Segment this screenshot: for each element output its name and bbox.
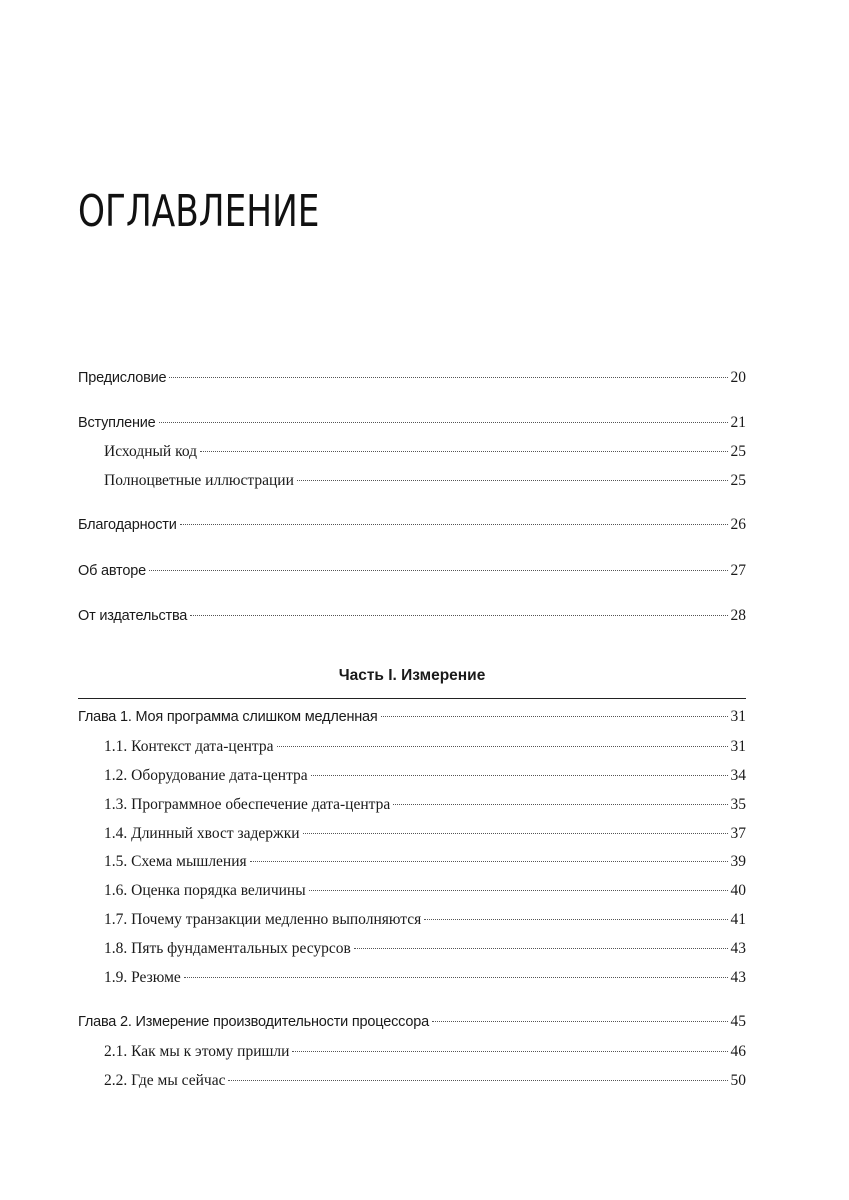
divider xyxy=(78,698,746,699)
toc-entry-label: Об авторе xyxy=(78,563,146,579)
toc-entry-label: 1.6. Оценка порядка величины xyxy=(104,882,306,899)
toc-entry-label: Глава 1. Моя программа слишком медленная xyxy=(78,709,378,725)
dot-leader xyxy=(432,1021,728,1022)
toc-entry-label: 1.8. Пять фундаментальных ресурсов xyxy=(104,940,351,957)
toc-page-number: 21 xyxy=(730,414,746,431)
toc-entry-label: Предисловие xyxy=(78,370,167,386)
toc-entry-label: Полноцветные иллюстрации xyxy=(104,472,294,489)
dot-leader xyxy=(424,919,727,920)
toc-entry-label: 1.9. Резюме xyxy=(104,969,181,986)
dot-leader xyxy=(180,524,728,525)
toc-entry-section[interactable] xyxy=(104,910,746,930)
toc-entry-from-publisher[interactable] xyxy=(78,606,746,626)
toc-page-number: 26 xyxy=(730,516,746,533)
dot-leader xyxy=(292,1051,727,1052)
toc-page-number: 27 xyxy=(730,562,746,579)
toc-page-number: 50 xyxy=(730,1072,746,1089)
dot-leader xyxy=(159,422,728,423)
dot-leader xyxy=(149,570,728,571)
toc-entry-chapter-1[interactable] xyxy=(78,707,746,727)
toc-entry-label: 1.7. Почему транзакции медленно выполняются xyxy=(104,911,422,928)
toc-page-number: 39 xyxy=(730,853,746,870)
dot-leader xyxy=(303,833,728,834)
toc-entry-section[interactable] xyxy=(104,795,746,815)
toc-page-number: 31 xyxy=(730,738,746,755)
toc-entry-label: Глава 2. Измерение производительности процессора xyxy=(78,1014,429,1030)
dot-leader xyxy=(277,746,728,747)
toc-page-number: 25 xyxy=(730,443,746,460)
toc-page-number: 40 xyxy=(730,882,746,899)
toc-page-number: 43 xyxy=(730,940,746,957)
dot-leader xyxy=(190,615,727,616)
toc-entry-chapter-2[interactable] xyxy=(78,1012,746,1032)
toc-page-number: 37 xyxy=(730,825,746,842)
dot-leader xyxy=(184,977,728,978)
toc-entry-source-code[interactable] xyxy=(104,442,746,462)
toc-entry-acknowledgements[interactable] xyxy=(78,515,746,535)
toc-page-number: 35 xyxy=(730,796,746,813)
toc-entry-label: 1.5. Схема мышления xyxy=(104,853,247,870)
toc-page-number: 28 xyxy=(730,607,746,624)
toc-entry-label: 1.4. Длинный хвост задержки xyxy=(104,825,300,842)
dot-leader xyxy=(311,775,728,776)
toc-entry-section[interactable] xyxy=(104,968,746,988)
toc-page-number: 43 xyxy=(730,969,746,986)
dot-leader xyxy=(309,890,728,891)
toc-entry-preface[interactable] xyxy=(78,368,746,388)
dot-leader xyxy=(297,480,728,481)
toc-page-number: 45 xyxy=(730,1013,746,1030)
toc-page-number: 34 xyxy=(730,767,746,784)
dot-leader xyxy=(250,861,728,862)
dot-leader xyxy=(393,804,727,805)
toc-entry-label: Благодарности xyxy=(78,517,177,533)
toc-page-number: 20 xyxy=(730,369,746,386)
dot-leader xyxy=(200,451,727,452)
dot-leader xyxy=(169,377,727,378)
toc-entry-section[interactable] xyxy=(104,1042,746,1062)
toc-entry-section[interactable] xyxy=(104,766,746,786)
toc-entry-label: От издательства xyxy=(78,608,188,624)
toc-entry-color-illustrations[interactable] xyxy=(104,471,746,491)
dot-leader xyxy=(381,716,728,717)
toc-entry-section[interactable] xyxy=(104,1071,746,1091)
toc-entry-label: 2.1. Как мы к этому пришли xyxy=(104,1043,290,1060)
toc-entry-introduction[interactable] xyxy=(78,413,746,433)
toc-page-number: 25 xyxy=(730,472,746,489)
toc-entry-section[interactable] xyxy=(104,852,746,872)
toc-entry-about-author[interactable] xyxy=(78,561,746,581)
dot-leader xyxy=(354,948,728,949)
toc-entry-label: 1.1. Контекст дата-центра xyxy=(104,738,274,755)
toc-entry-label: Исходный код xyxy=(104,443,198,460)
toc-page-number: 41 xyxy=(730,911,746,928)
toc-entry-section[interactable] xyxy=(104,824,746,844)
toc-entry-label: 2.2. Где мы сейчас xyxy=(104,1072,226,1089)
toc-entry-label: 1.2. Оборудование дата-центра xyxy=(104,767,308,784)
toc-entry-label: 1.3. Программное обеспечение дата-центра xyxy=(104,796,391,813)
toc-entry-section[interactable] xyxy=(104,881,746,901)
dot-leader xyxy=(228,1080,727,1081)
toc-page-number: 46 xyxy=(730,1043,746,1060)
toc-entry-section[interactable] xyxy=(104,737,746,757)
toc-entry-label: Вступление xyxy=(78,415,156,431)
part-heading: Часть I. Измерение xyxy=(338,667,486,684)
page-title: ОГЛАВЛЕНИЕ xyxy=(78,186,320,237)
toc-page-number: 31 xyxy=(730,708,746,725)
toc-entry-section[interactable] xyxy=(104,939,746,959)
